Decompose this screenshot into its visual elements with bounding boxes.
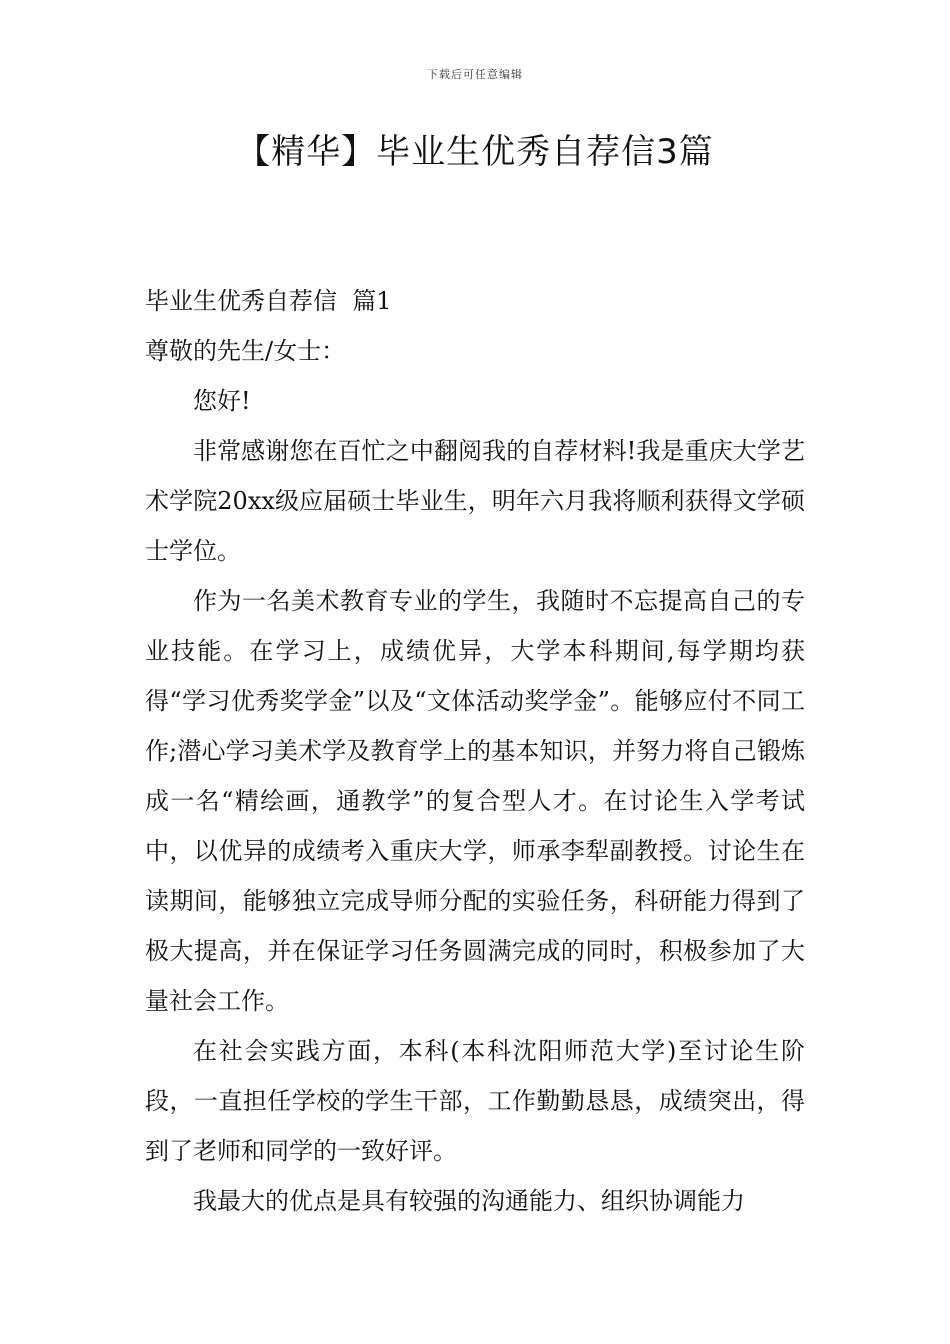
document-body	[145, 276, 805, 1226]
greeting: 您好!	[193, 387, 251, 415]
section-heading: 毕业生优秀自荐信 篇1	[145, 287, 392, 315]
paragraph-study: 作为一名美术教育专业的学生，我随时不忘提高自己的专业技能。在学习上，成绩优异，大学本科期间,每学期均获得“学习优秀奖学金”以及“文体活动奖学金”。能够应付不同工作;潜心学习美术学及教育学上的基本知识，并努力将自己锻炼成一名“精绘画，通教学”的复合型人才。在讨论生入学考试中，以优异的成绩考入重庆大学，师承李犁副教授。讨论生在读期间，能够独立完成导师分配的实验任务，科研能力得到了极大提高，并在保证学习任务圆满完成的同时，积极参加了大量社会工作。	[145, 587, 805, 1015]
salutation: 尊敬的先生/女士：	[145, 337, 346, 365]
paragraph-strengths: 我最大的优点是具有较强的沟通能力、组织协调能力	[193, 1187, 745, 1215]
paragraph-social-practice: 在社会实践方面，本科(本科沈阳师范大学)至讨论生阶段，一直担任学校的学生干部，工作勤勤恳恳，成绩突出，得到了老师和同学的一致好评。	[145, 1037, 805, 1165]
document-title: 【精华】毕业生优秀自荐信3篇	[236, 132, 714, 172]
header-note: 下载后可任意编辑	[427, 68, 523, 81]
paragraph-intro: 非常感谢您在百忙之中翻阅我的自荐材料!我是重庆大学艺术学院20xx级应届硕士毕业生，明年六月我将顺利获得文学硕士学位。	[145, 437, 805, 565]
